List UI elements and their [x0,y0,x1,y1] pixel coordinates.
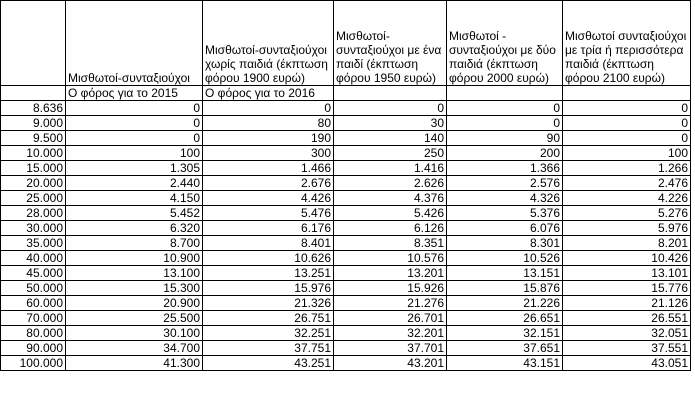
cell-tax-2016-no-children[interactable]: 8.401 [203,236,334,251]
cell-tax-2016-three-plus-children[interactable]: 0 [563,131,691,146]
cell-tax-2016-three-plus-children[interactable]: 43.051 [563,356,691,371]
cell-tax-2015[interactable]: 41.300 [66,356,203,371]
cell-tax-2015[interactable]: 2.440 [66,176,203,191]
cell-tax-2016-one-child[interactable]: 21.276 [334,296,447,311]
cell-tax-2016-one-child[interactable]: 43.201 [334,356,447,371]
cell-income[interactable]: 60.000 [1,296,66,311]
cell-tax-2016-two-children[interactable]: 200 [447,146,563,161]
table-row [1,131,691,146]
cell-tax-2015[interactable]: 20.900 [66,296,203,311]
cell-tax-2016-one-child[interactable]: 37.701 [334,341,447,356]
cell-tax-2016-no-children[interactable]: 190 [203,131,334,146]
cell-tax-2016-one-child[interactable]: 15.926 [334,281,447,296]
cell-tax-2016-two-children[interactable]: 26.651 [447,311,563,326]
cell-tax-2016-three-plus-children[interactable]: 37.551 [563,341,691,356]
table-row [1,101,691,116]
cell-tax-2016-two-children[interactable]: 13.151 [447,266,563,281]
cell-tax-2016-one-child[interactable]: 0 [334,101,447,116]
cell-tax-2015[interactable]: 100 [66,146,203,161]
cell-tax-2016-three-plus-children[interactable]: 1.266 [563,161,691,176]
subheader-row [1,86,691,101]
cell-tax-2016-three-plus-children[interactable]: 4.226 [563,191,691,206]
cell-tax-2016-three-plus-children[interactable]: 0 [563,116,691,131]
cell-tax-2016-two-children[interactable]: 21.226 [447,296,563,311]
table-row [1,341,691,356]
cell-income[interactable]: 10.000 [1,146,66,161]
table-row [1,221,691,236]
cell-tax-2016-one-child[interactable]: 5.426 [334,206,447,221]
cell-tax-2016-no-children[interactable]: 0 [203,101,334,116]
cell-tax-2016-no-children[interactable]: 2.676 [203,176,334,191]
cell-income[interactable]: 100.000 [1,356,66,371]
cell-tax-2016-two-children[interactable]: 43.151 [447,356,563,371]
cell-tax-2016-no-children[interactable]: 37.751 [203,341,334,356]
cell-tax-2016-one-child[interactable]: 32.201 [334,326,447,341]
cell-tax-2016-no-children[interactable]: 10.626 [203,251,334,266]
cell-income[interactable]: 28.000 [1,206,66,221]
cell-tax-2016-two-children[interactable]: 4.326 [447,191,563,206]
cell-tax-2016-no-children[interactable]: 6.176 [203,221,334,236]
table-row [1,206,691,221]
cell-income[interactable]: 40.000 [1,251,66,266]
cell-tax-2016-no-children[interactable]: 15.976 [203,281,334,296]
cell-tax-2016-two-children[interactable]: 10.526 [447,251,563,266]
subheader-cell[interactable] [334,86,447,101]
cell-tax-2016-three-plus-children[interactable]: 15.776 [563,281,691,296]
subheader-cell[interactable] [1,86,66,101]
cell-tax-2016-two-children[interactable]: 8.301 [447,236,563,251]
table-row [1,281,691,296]
cell-tax-2016-no-children[interactable]: 26.751 [203,311,334,326]
cell-tax-2016-three-plus-children[interactable]: 10.426 [563,251,691,266]
cell-tax-2016-two-children[interactable]: 90 [447,131,563,146]
cell-tax-2015[interactable]: 6.320 [66,221,203,236]
subheader-cell-tax-2015[interactable]: Ο φόρος για το 2015 [66,86,203,101]
cell-tax-2016-two-children[interactable]: 37.651 [447,341,563,356]
cell-tax-2015[interactable]: 15.300 [66,281,203,296]
cell-tax-2015[interactable]: 0 [66,131,203,146]
header-cell-income[interactable] [1,1,66,86]
cell-tax-2015[interactable]: 8.700 [66,236,203,251]
table-row [1,236,691,251]
cell-tax-2016-no-children[interactable]: 13.251 [203,266,334,281]
cell-tax-2016-three-plus-children[interactable]: 5.976 [563,221,691,236]
cell-tax-2016-one-child[interactable]: 4.376 [334,191,447,206]
cell-tax-2016-three-plus-children[interactable]: 32.051 [563,326,691,341]
cell-tax-2016-no-children[interactable]: 4.426 [203,191,334,206]
cell-tax-2016-three-plus-children[interactable]: 8.201 [563,236,691,251]
cell-tax-2016-three-plus-children[interactable]: 5.276 [563,206,691,221]
header-row [1,1,691,86]
cell-income[interactable]: 30.000 [1,221,66,236]
cell-tax-2016-one-child[interactable]: 30 [334,116,447,131]
header-cell-one-child[interactable]: Μισθωτοί-συνταξιούχοι με ένα παιδί (έκπτωση φόρου 1950 ευρώ) [334,1,447,86]
cell-income[interactable]: 15.000 [1,161,66,176]
subheader-cell[interactable] [563,86,691,101]
table-row [1,296,691,311]
cell-tax-2016-one-child[interactable]: 1.416 [334,161,447,176]
cell-income[interactable]: 90.000 [1,341,66,356]
cell-tax-2016-three-plus-children[interactable]: 21.126 [563,296,691,311]
cell-tax-2015[interactable]: 34.700 [66,341,203,356]
cell-tax-2016-one-child[interactable]: 6.126 [334,221,447,236]
cell-income[interactable]: 70.000 [1,311,66,326]
cell-tax-2016-one-child[interactable]: 140 [334,131,447,146]
cell-income[interactable]: 25.000 [1,191,66,206]
cell-tax-2016-two-children[interactable]: 2.576 [447,176,563,191]
cell-tax-2016-one-child[interactable]: 10.576 [334,251,447,266]
cell-tax-2016-no-children[interactable]: 43.251 [203,356,334,371]
cell-tax-2016-two-children[interactable]: 6.076 [447,221,563,236]
cell-tax-2016-three-plus-children[interactable]: 100 [563,146,691,161]
cell-tax-2016-one-child[interactable]: 250 [334,146,447,161]
table-row [1,266,691,281]
cell-income[interactable]: 45.000 [1,266,66,281]
subheader-cell[interactable] [447,86,563,101]
cell-income[interactable]: 20.000 [1,176,66,191]
cell-tax-2016-one-child[interactable]: 8.351 [334,236,447,251]
cell-tax-2016-no-children[interactable]: 21.326 [203,296,334,311]
cell-tax-2015[interactable]: 25.500 [66,311,203,326]
header-cell-employees-pensioners[interactable]: Μισθωτοί-συνταξιούχοι [66,1,203,86]
cell-tax-2016-three-plus-children[interactable]: 13.101 [563,266,691,281]
cell-income[interactable]: 9.000 [1,116,66,131]
cell-tax-2015[interactable]: 4.150 [66,191,203,206]
cell-tax-2016-no-children[interactable]: 300 [203,146,334,161]
cell-tax-2015[interactable]: 30.100 [66,326,203,341]
subheader-cell-tax-2016[interactable]: Ο φόρος για το 2016 [203,86,334,101]
cell-income[interactable]: 9.500 [1,131,66,146]
header-cell-three-plus-children[interactable]: Μισθωτοί συνταξιούχοι με τρία ή περισσότερα παιδιά (έκπτωση φόρου 2100 ευρώ) [563,1,691,86]
table-row [1,146,691,161]
table-row [1,311,691,326]
cell-tax-2016-one-child[interactable]: 26.701 [334,311,447,326]
header-cell-no-children[interactable]: Μισθωτοί-συνταξιούχοι χωρίς παιδιά (έκπτωση φόρου 1900 ευρώ) [203,1,334,86]
cell-tax-2015[interactable]: 1.305 [66,161,203,176]
header-cell-two-children[interactable]: Μισθωτοί - συνταξιούχοι με δύο παιδιά (έκπτωση φόρου 2000 ευρώ) [447,1,563,86]
cell-tax-2016-no-children[interactable]: 1.466 [203,161,334,176]
cell-income[interactable]: 80.000 [1,326,66,341]
cell-tax-2016-one-child[interactable]: 13.201 [334,266,447,281]
cell-tax-2015[interactable]: 0 [66,101,203,116]
table-row [1,326,691,341]
cell-tax-2016-two-children[interactable]: 5.376 [447,206,563,221]
cell-tax-2016-no-children[interactable]: 5.476 [203,206,334,221]
cell-tax-2015[interactable]: 10.900 [66,251,203,266]
cell-tax-2016-two-children[interactable]: 32.151 [447,326,563,341]
cell-tax-2015[interactable]: 0 [66,116,203,131]
table-row [1,116,691,131]
cell-tax-2016-two-children[interactable]: 0 [447,116,563,131]
cell-tax-2016-two-children[interactable]: 0 [447,101,563,116]
cell-tax-2016-one-child[interactable]: 2.626 [334,176,447,191]
cell-tax-2016-three-plus-children[interactable]: 2.476 [563,176,691,191]
cell-tax-2016-no-children[interactable]: 80 [203,116,334,131]
cell-tax-2016-three-plus-children[interactable]: 0 [563,101,691,116]
cell-income[interactable]: 35.000 [1,236,66,251]
tax-table-body [1,1,691,371]
cell-tax-2015[interactable]: 5.452 [66,206,203,221]
table-row [1,251,691,266]
cell-tax-2016-two-children[interactable]: 15.876 [447,281,563,296]
cell-income[interactable]: 50.000 [1,281,66,296]
table-row [1,191,691,206]
cell-income[interactable]: 8.636 [1,101,66,116]
cell-tax-2016-no-children[interactable]: 32.251 [203,326,334,341]
cell-tax-2016-two-children[interactable]: 1.366 [447,161,563,176]
table-row [1,176,691,191]
cell-tax-2016-three-plus-children[interactable]: 26.551 [563,311,691,326]
table-row [1,161,691,176]
cell-tax-2015[interactable]: 13.100 [66,266,203,281]
table-row [1,356,691,371]
